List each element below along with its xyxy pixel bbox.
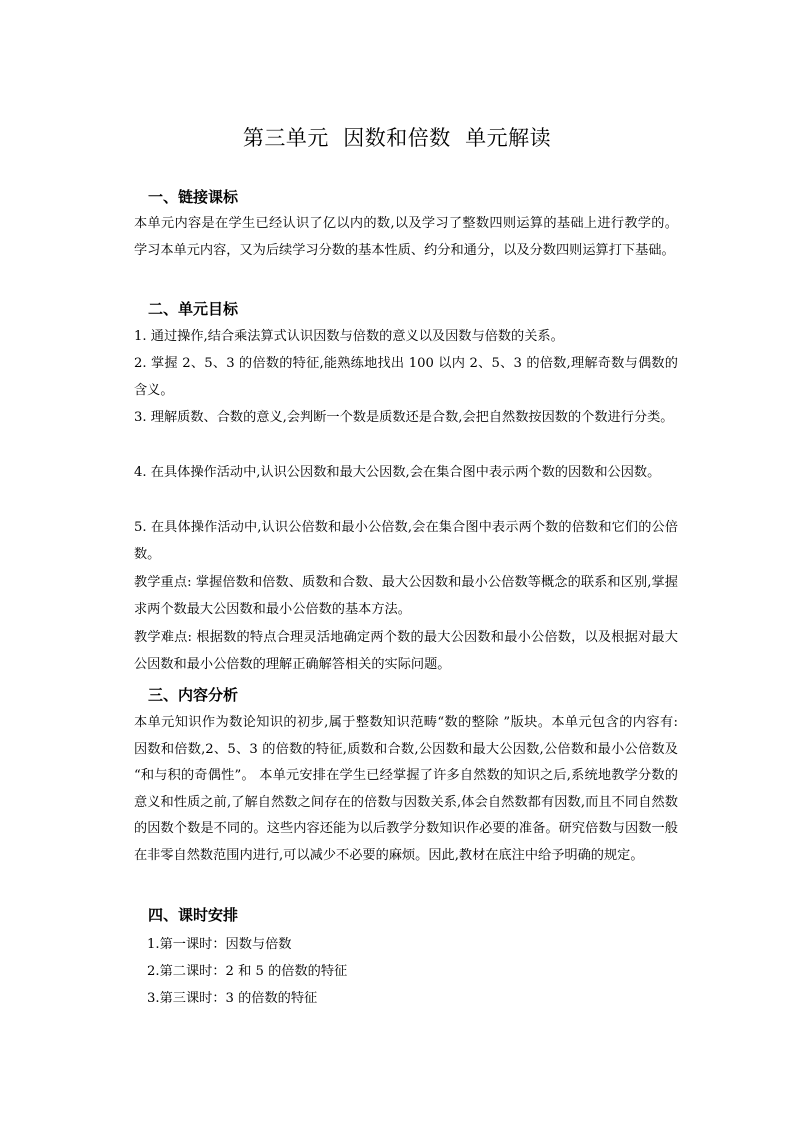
lesson-item: 2.第二课时：2 和 5 的倍数的特征 xyxy=(147,964,348,979)
document-title: 第三单元 因数和倍数 单元解读 xyxy=(242,126,552,150)
section-heading-unit-goals: 二、单元目标 xyxy=(148,300,239,318)
goal-item: 2. 掌握 2、5、3 的倍数的特征,能熟练地找出 100 以内 2、5、3 的倍数,理解奇数与偶数的含义。 xyxy=(134,356,678,398)
goal-item: 5. 在具体操作活动中,认识公倍数和最小公倍数,会在集合图中表示两个数的倍数和它们的公倍数。 xyxy=(134,520,678,562)
teaching-key-points: 教学重点: 掌握倍数和倍数、质数和合数、最大公因数和最小公倍数等概念的联系和区别,掌握求两个数最大公因数和最小公倍数的基本方法。 xyxy=(134,575,678,617)
teaching-difficulties: 教学难点: 根据数的特点合理灵活地确定两个数的最大公因数和最小公倍数，以及根据对最大公因数和最小公倍数的理解正确解答相关的实际问题。 xyxy=(134,630,678,672)
section-paragraph-content-analysis: 本单元知识作为数论知识的初步,属于整数知识范畴“数的整除 ”版块。本单元包含的内容有: 因数和倍数,2、5、3 的倍数的特征,质数和合数,公因数和最大公因数,公倍数和最小公倍数及 “和与积的奇偶性”。 本单元安排在学生已经掌握了许多自然数的知识之后,系统地教学分数的意义和性质之前,了解自然数之间存在的倍数与因数关系,体会自然数都有因数,而且不同自然数的因数个数是不同的。这些内容还能为以后教学分数知识作必要的准备。研究倍数与因数一般在非零自然数范围内进行,可以减少不必要的麻烦。因此,教材在底注中给予明确的规定。 xyxy=(134,715,678,863)
goal-item: 4. 在具体操作活动中,认识公因数和最大公因数,会在集合图中表示两个数的因数和公因数。 xyxy=(134,465,661,480)
section-heading-content-analysis: 三、内容分析 xyxy=(148,686,239,704)
goal-item: 1. 通过操作,结合乘法算式认识因数与倍数的意义以及因数与倍数的关系。 xyxy=(134,329,564,344)
lesson-item: 1.第一课时：因数与倍数 xyxy=(147,937,292,952)
goal-item: 3. 理解质数、合数的意义,会判断一个数是质数还是合数,会把自然数按因数的个数进行分类。 xyxy=(134,410,674,425)
lesson-item: 3.第三课时：3 的倍数的特征 xyxy=(147,991,318,1006)
section-heading-curriculum-link: 一、链接课标 xyxy=(148,188,239,206)
section-heading-lesson-schedule: 四、课时安排 xyxy=(148,906,239,924)
section-paragraph-curriculum-link: 本单元内容是在学生已经认识了亿以内的数,以及学习了整数四则运算的基础上进行教学的。学习本单元内容，又为后续学习分数的基本性质、约分和通分，以及分数四则运算打下基础。 xyxy=(134,216,678,258)
